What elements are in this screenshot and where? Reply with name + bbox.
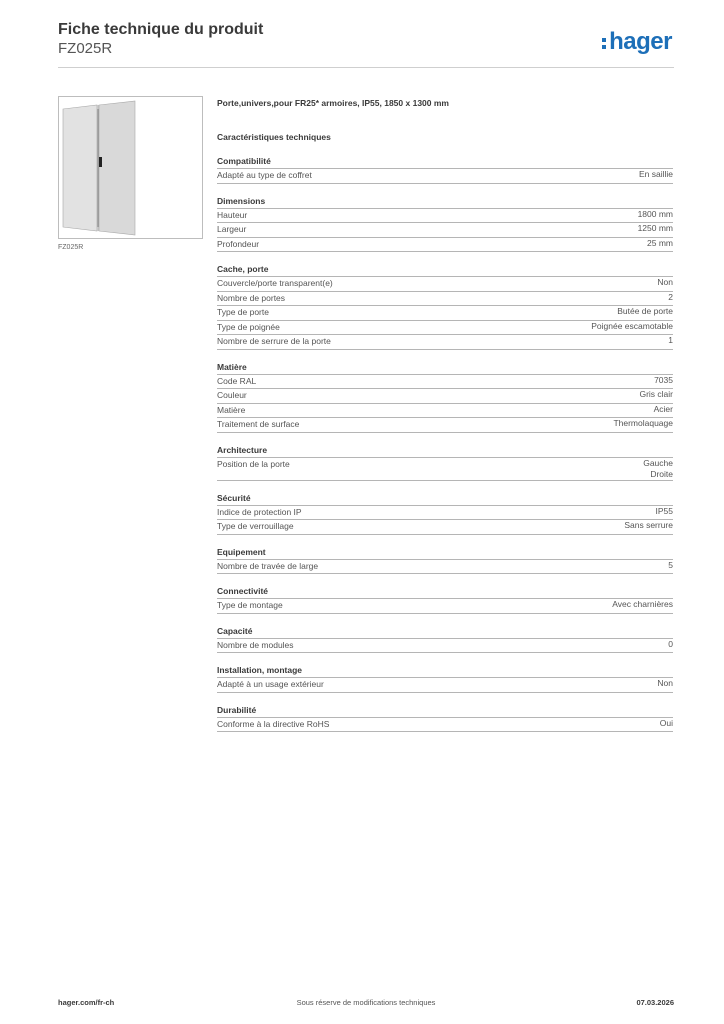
spec-row: [217, 560, 673, 575]
spec-row: [217, 292, 673, 307]
footer-date: 07.03.2026: [636, 998, 674, 1007]
spec-row: [217, 404, 673, 419]
spec-value: [654, 404, 673, 418]
spec-group-title: Equipement: [217, 545, 673, 560]
spec-value: [639, 169, 673, 183]
spec-label: Largeur: [217, 224, 247, 234]
spec-value: [613, 418, 673, 432]
spec-content: [217, 96, 673, 732]
spec-row: [217, 209, 673, 224]
spec-value-line: Sans serrure: [624, 520, 673, 530]
spec-row: [217, 718, 673, 733]
product-image: [58, 96, 203, 239]
spec-row: [217, 418, 673, 433]
spec-label: Type de verrouillage: [217, 521, 294, 531]
footer-website: hager.com/fr-ch: [58, 998, 115, 1007]
spec-value-line: Non: [657, 678, 673, 688]
spec-label: Adapté au type de coffret: [217, 170, 312, 180]
spec-value-line: Gauche: [643, 457, 673, 468]
spec-value-line: 5: [668, 559, 673, 570]
spec-value: [638, 209, 673, 223]
spec-value: [612, 599, 673, 613]
spec-value-line: Oui: [659, 717, 673, 728]
spec-value-line: 1250 mm: [637, 223, 673, 233]
spec-label: Indice de protection IP: [217, 506, 302, 517]
spec-row: [217, 458, 673, 481]
spec-label: Type de montage: [217, 600, 283, 610]
spec-group-title: Dimensions: [217, 194, 673, 209]
spec-label: Type de poignée: [217, 321, 280, 332]
spec-label: Hauteur: [217, 209, 248, 220]
section-title: Caractéristiques techniques: [217, 132, 331, 142]
spec-label: Position de la porte: [217, 458, 290, 469]
spec-value-line: 2: [668, 291, 673, 302]
spec-value: [668, 560, 673, 574]
spec-group: [217, 491, 673, 535]
spec-value: [668, 639, 673, 653]
spec-value-line: Butée de porte: [617, 306, 673, 316]
product-name: Porte,univers,pour FR25* armoires, IP55, 1850 x 1300 mm: [217, 98, 449, 108]
spec-row: [217, 223, 673, 238]
spec-label: Matière: [217, 404, 246, 415]
spec-label: Traitement de surface: [217, 419, 300, 429]
spec-group: [217, 443, 673, 481]
hager-logo: hager: [602, 28, 672, 56]
spec-group-title: Cache, porte: [217, 262, 673, 277]
spec-label: Code RAL: [217, 375, 257, 386]
spec-row: [217, 389, 673, 404]
spec-group: [217, 624, 673, 654]
spec-value: [657, 678, 673, 692]
spec-row: [217, 335, 673, 350]
spec-row: [217, 321, 673, 336]
spec-value-line: Avec charnières: [612, 599, 673, 609]
spec-group-title: Capacité: [217, 624, 673, 639]
spec-label: Nombre de portes: [217, 292, 286, 303]
spec-value-line: IP55: [655, 505, 673, 516]
page-header: [58, 20, 674, 58]
spec-row: [217, 277, 673, 292]
spec-value: [657, 277, 673, 291]
spec-value: [643, 458, 673, 480]
spec-value-line: Acier: [653, 403, 673, 414]
product-code: FZ025R: [58, 40, 113, 57]
spec-value: [668, 292, 673, 306]
spec-value: [656, 506, 674, 520]
spec-label: Conforme à la directive RoHS: [217, 718, 330, 729]
spec-value-line: 0: [668, 638, 673, 649]
spec-label: Type de porte: [217, 307, 269, 317]
spec-groups: [217, 154, 673, 732]
spec-value-line: 1: [668, 335, 673, 345]
spec-group-title: Sécurité: [217, 491, 673, 506]
spec-group-title: Connectivité: [217, 584, 673, 599]
spec-row: [217, 238, 673, 253]
spec-label: Adapté à un usage extérieur: [217, 679, 324, 689]
spec-group-title: Compatibilité: [217, 154, 673, 169]
spec-label: Profondeur: [217, 238, 260, 249]
spec-row: [217, 375, 673, 390]
spec-group: [217, 194, 673, 253]
spec-group: [217, 360, 673, 433]
spec-value-line: 7035: [654, 374, 673, 385]
spec-value: [647, 238, 673, 252]
spec-group-title: Architecture: [217, 443, 673, 458]
spec-value-line: 25 mm: [647, 237, 673, 248]
spec-value: [617, 306, 673, 320]
spec-group-title: Durabilité: [217, 703, 673, 718]
spec-value-line: Gris clair: [639, 389, 673, 399]
spec-value: [639, 389, 673, 403]
spec-group-title: Matière: [217, 360, 673, 375]
spec-row: [217, 306, 673, 321]
spec-row: [217, 639, 673, 654]
spec-value-line: Thermolaquage: [613, 418, 673, 428]
spec-group: [217, 703, 673, 733]
spec-group: [217, 663, 673, 693]
spec-value: [638, 223, 673, 237]
spec-row: [217, 506, 673, 521]
spec-group-title: Installation, montage: [217, 663, 673, 678]
spec-label: Nombre de serrure de la porte: [217, 336, 331, 346]
spec-value: [668, 335, 673, 349]
spec-label: Nombre de travée de large: [217, 560, 319, 571]
footer-notice: Sous réserve de modifications techniques: [296, 998, 436, 1007]
spec-row: [217, 520, 673, 535]
spec-value-line: En saillie: [638, 169, 673, 179]
spec-group: [217, 584, 673, 614]
cabinet-door-illustration: [59, 97, 202, 238]
spec-label: Couleur: [217, 390, 247, 400]
spec-label: Nombre de modules: [217, 639, 294, 650]
spec-value: [654, 375, 673, 389]
spec-label: Couvercle/porte transparent(e): [217, 278, 333, 288]
spec-value: [591, 321, 673, 335]
spec-value-line: Non: [657, 277, 673, 287]
page-title: Fiche technique du produit: [58, 21, 264, 38]
spec-group: [217, 154, 673, 184]
spec-value-line: 1800 mm: [637, 208, 673, 219]
logo-colon-icon: [602, 35, 607, 49]
spec-row: [217, 169, 673, 184]
spec-group: [217, 545, 673, 575]
spec-value-line: Droite: [650, 468, 673, 479]
spec-group: [217, 262, 673, 350]
spec-value: [660, 718, 673, 732]
image-caption: FZ025R: [58, 244, 84, 251]
header-divider: [58, 67, 674, 68]
spec-value-line: Poignée escamotable: [591, 320, 673, 331]
spec-row: [217, 599, 673, 614]
spec-value: [624, 520, 673, 534]
spec-row: [217, 678, 673, 693]
